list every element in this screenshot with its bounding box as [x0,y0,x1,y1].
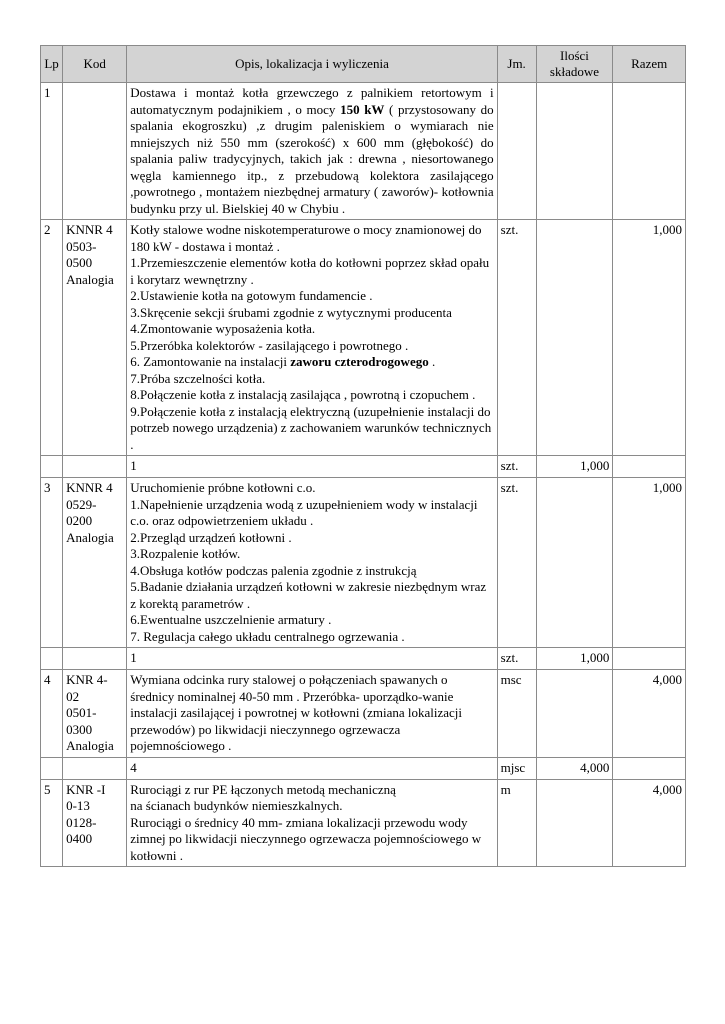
calc-cell: 1 [127,456,497,478]
kod-line: KNNR 4 [66,480,113,495]
kod-cell [63,670,127,758]
lp-cell: 4 [41,670,63,758]
kod-line: Analogia [66,529,114,545]
description-line: 8.Połączenie kotła z instalacją zasilająca , powrotną i czopuchem . [130,387,476,402]
lp-cell: 5 [41,779,63,867]
description-bold: zaworu czterodrogowego [290,354,429,369]
lp-cell: 2 [41,220,63,456]
kod-cell [63,456,127,478]
kod-line: Analogia [66,738,114,753]
table-row [41,83,686,220]
razem-cell [613,648,686,670]
kod-line: 0-13 [66,798,90,813]
description-line: 6.Ewentualne uszczelnienie armatury . [130,612,332,627]
description-text: Dostawa i montaż kotła grzewczego z palnikiem retortowym i automatycznym podajnikiem , o mocy [130,85,494,117]
description-line: 3.Skręcenie sekcji śrubami zgodnie z wytycznymi producenta [130,304,452,320]
description-text: . [428,354,436,369]
kod-line: 0200 [66,513,93,528]
description-line: 1.Napełnienie urządzenia wodą z uzupełnieniem wody w instalacji c.o. oraz odpowietrzeniem układu . [130,496,478,528]
description-line: 9.Połączenie kotła z instalacją elektryczną (uzupełnienie instalacji do potrzeb nowego urządzenia) z zachowaniem warunków technicznych . [130,403,492,452]
jm-cell: szt. [497,456,536,478]
kod-cell [63,757,127,779]
description-line: 7. Regulacja całego układu centralnego ogrzewania . [130,628,405,644]
razem-cell: 1,000 [613,478,686,648]
description-line: 5.Przeróbka kolektorów - zasilającego i powrotnego . [130,337,409,353]
header-row [41,46,686,83]
kod-line: KNR -I [66,781,106,797]
razem-cell: 4,000 [613,670,686,758]
header-opis: Opis, lokalizacja i wyliczenia [127,46,497,83]
header-ilosci-line2: składowe [549,64,600,79]
description-line: Kotły stalowe wodne niskotemperaturowe o mocy znamionowej do 180 kW - dostawa i montaż . [130,222,482,254]
calc-cell: 4 [127,757,497,779]
table-row [41,779,686,867]
lp-cell: 3 [41,478,63,648]
header-lp: Lp [41,46,63,83]
kod-cell [63,83,127,220]
kod-line: Analogia [66,271,114,287]
description-cell: Wymiana odcinka rury stalowej o połączeniach spawanych o średnicy nominalnej 40-50 mm . Przeróbka- uporządko-wanie instalacji zasilającej i powrotnej w kotłowni (zmiana lokalizacji przewodów) po likwidacji nieczynnego ogrzewacza pojemnościowego . [127,670,497,758]
description-line: 5.Badanie działania urządzeń kotłowni w zakresie niezbędnym wraz z korektą parametrów . [130,579,487,611]
kod-cell [63,779,127,867]
kod-line: KNR 4- [66,672,108,687]
description-cell [127,478,497,648]
razem-cell [613,456,686,478]
kod-line: 0128- [66,814,97,830]
description-line: 2.Ustawienie kotła na gotowym fundamencie . [130,288,373,303]
ilosci-cell [536,83,613,220]
jm-cell: msc [497,670,536,758]
kod-cell [63,220,127,456]
ilosci-cell: 4,000 [536,757,613,779]
sum-row [41,757,686,779]
description-line: 3.Rozpalenie kotłów. [130,546,241,561]
table-row [41,670,686,758]
header-jm: Jm. [497,46,536,83]
ilosci-cell [536,478,613,648]
calc-cell: 1 [127,648,497,670]
table-row [41,220,686,456]
description-line: Rurociągi z rur PE łączonych metodą mechaniczną [130,781,396,797]
kod-line: 02 [66,688,80,704]
header-razem: Razem [613,46,686,83]
description-line: na ścianach budynków niemieszkalnych. [130,798,343,813]
ilosci-cell [536,670,613,758]
description-cell [127,779,497,867]
header-ilosci-line1: Ilości [560,48,589,63]
kod-cell [63,478,127,648]
description-line: Uruchomienie próbne kotłowni c.o. [130,480,316,495]
razem-cell: 1,000 [613,220,686,456]
description-line: 2.Przegląd urządzeń kotłowni . [130,529,292,545]
description-line [130,354,493,371]
lp-cell [41,648,63,670]
description-text: ( przystosowany do spalania ekogroszku) ,z drugim paleniskiem o wymiarach nie mniejszych niż 550 mm (szerokość) x 600 mm (głębokość) do spalania paliw tradycyjnych, takich jak : drewna , niesortowanego węgla kamiennego itp., z przebudową kolektora zasilającego ,powrotnego , montażem niezbędnej armatury ( zaworów)- kotłownia budynku przy ul. Bielskiej 40 w Chybiu . [130,101,494,216]
cost-estimate-table [40,45,686,867]
sum-row [41,456,686,478]
kod-line: 0501- [66,705,97,720]
lp-cell [41,456,63,478]
lp-cell: 1 [41,83,63,220]
kod-line: KNNR 4 [66,222,113,237]
jm-cell [497,83,536,220]
jm-cell: szt. [497,478,536,648]
lp-cell [41,757,63,779]
jm-cell: szt. [497,648,536,670]
kod-line: 0400 [66,831,93,846]
razem-cell [613,83,686,220]
description-line: Rurociągi o średnicy 40 mm- zmiana lokalizacji przewodu wody zimnej po likwidacji nieczynnego ogrzewacza pojemnościowego w kotłowni . [130,814,482,863]
kod-line: 0529- [66,496,97,512]
description-cell [127,220,497,456]
ilosci-cell [536,779,613,867]
jm-cell: m [497,779,536,867]
sum-row [41,648,686,670]
razem-cell [613,757,686,779]
kod-line: 0300 [66,721,93,737]
header-kod: Kod [63,46,127,83]
description-line: 4.Obsługa kotłów podczas palenia zgodnie z instrukcją [130,562,417,578]
description-line: 4.Zmontowanie wyposażenia kotła. [130,321,316,336]
ilosci-cell: 1,000 [536,648,613,670]
header-ilosci [536,46,613,83]
description-line: 1.Przemieszczenie elementów kotła do kotłowni poprzez skład opału i korytarz wewnętrzny . [130,255,490,287]
jm-cell: mjsc [497,757,536,779]
description-bold: 150 kW [340,101,385,117]
description-text: 6. Zamontowanie na instalacji [130,354,291,369]
ilosci-cell [536,220,613,456]
kod-cell [63,648,127,670]
description-cell [127,83,497,220]
description-line: 7.Próba szczelności kotła. [130,370,266,386]
kod-line: 0503- [66,238,97,254]
jm-cell: szt. [497,220,536,456]
razem-cell: 4,000 [613,779,686,867]
ilosci-cell: 1,000 [536,456,613,478]
table-row [41,478,686,648]
kod-line: 0500 [66,255,93,270]
